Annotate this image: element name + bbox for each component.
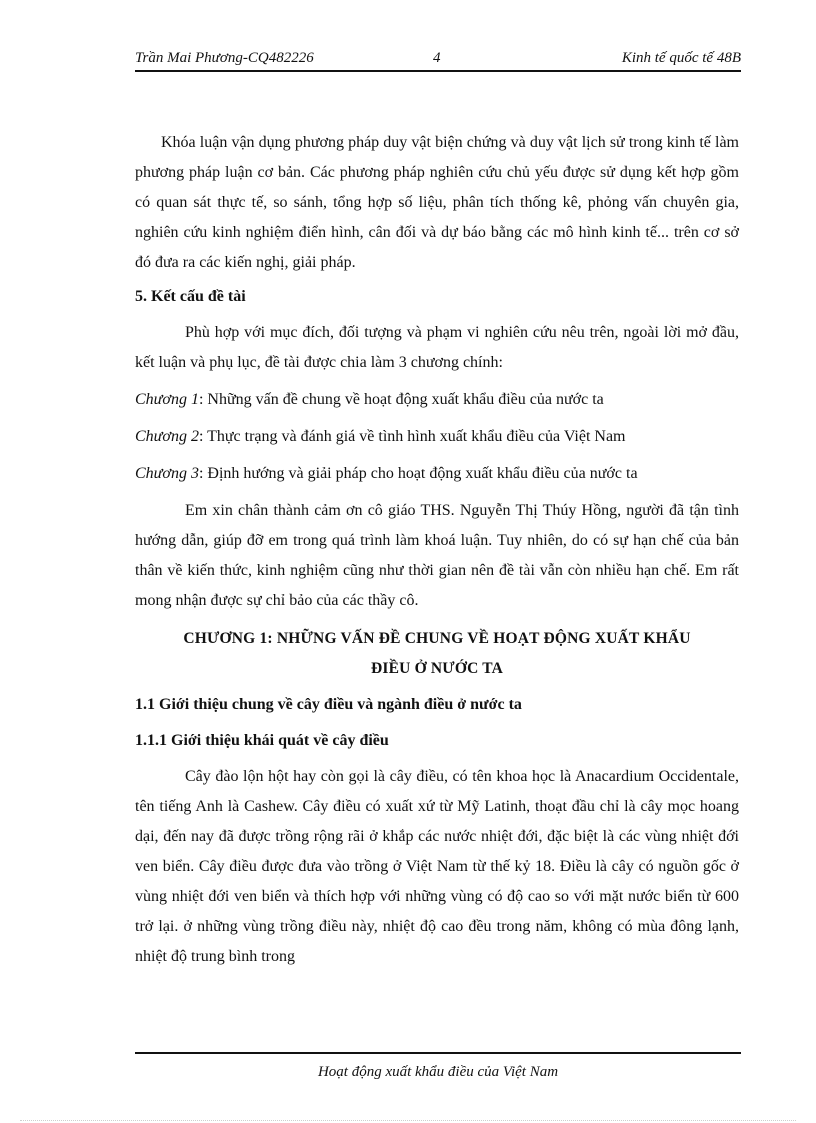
chapter-2-text: : Thực trạng và đánh giá về tình hình xuất khẩu điều của Việt Nam [198,428,626,445]
chapter-item-3 [135,459,739,489]
chapter-1-title [135,624,739,684]
chapter-title-line-2: ĐIỀU Ở NƯỚC TA [370,660,504,677]
paragraph-cashew: Cây đào lộn hột hay còn gọi là cây điều, có tên khoa học là Anacardium Occidentale, tên tiếng Anh là Cashew. Cây điều có xuất xứ từ Mỹ Latinh, thoạt đầu chỉ là cây mọc hoang dại, đến nay đã được trồng rộng rãi ở khắp các nước nhiệt đới, đặc biệt là các vùng nhiệt đới ven biển. Cây điều được đưa vào trồng ở Việt Nam từ thế kỷ 18. Điều là cây có nguồn gốc ở vùng nhiệt đới ven biển và thích hợp với những vùng có độ cao so với mặt nước biển từ 600 trở lại. ở những vùng trồng điều này, nhiệt độ cao đều trong năm, không có mùa đông lạnh, nhiệt độ trung bình trong [135,768,739,965]
page-edge-divider [20,1120,796,1121]
heading-1-1-1: 1.1.1 Giới thiệu khái quát về cây điều [135,732,389,749]
page-body [135,128,739,972]
header-author: Trần Mai Phương-CQ482226 [135,50,314,66]
chapter-3-label: Chương 3 [135,465,199,482]
chapter-1-text: : Những vấn đề chung về hoạt động xuất khẩu điều của nước ta [198,391,604,408]
chapter-item-2 [135,422,739,452]
chapter-2-label: Chương 2 [135,428,199,445]
paragraph-structure: Phù hợp với mục đích, đối tượng và phạm vi nghiên cứu nêu trên, ngoài lời mở đầu, kết luận và phụ lục, đề tài được chia làm 3 chương chính: [135,324,739,371]
header-course: Kinh tế quốc tế 48B [621,50,741,66]
chapter-title-line-1: CHƯƠNG 1: NHỮNG VẤN ĐỀ CHUNG VỀ HOẠT ĐỘNG XUẤT KHẨU [183,630,691,647]
paragraph-thanks: Em xin chân thành cảm ơn cô giáo THS. Nguyễn Thị Thúy Hồng, người đã tận tình hướng dẫn, giúp đỡ em trong quá trình làm khoá luận. Tuy nhiên, do có sự hạn chế của bản thân về kiến thức, kinh nghiệm cũng như thời gian nên đề tài vẫn còn nhiều hạn chế. Em rất mong nhận được sự chỉ bảo của các thầy cô. [135,502,739,609]
page-header [135,48,741,72]
chapter-3-text: : Định hướng và giải pháp cho hoạt động xuất khẩu điều của nước ta [198,465,638,482]
section-5-heading: 5. Kết cấu đề tài [135,288,246,305]
paragraph-method: Khóa luận vận dụng phương pháp duy vật biện chứng và duy vật lịch sử trong kinh tế làm phương pháp luận cơ bản. Các phương pháp nghiên cứu chủ yếu được sử dụng kết hợp gồm có quan sát thực tế, so sánh, tổng hợp số liệu, phân tích thống kê, phỏng vấn chuyên gia, nghiên cứu kinh nghiệm điển hình, cân đối và dự báo bằng các mô hình kinh tế... trên cơ sở đó đưa ra các kiến nghị, giải pháp. [135,134,739,271]
chapter-item-1 [135,385,739,415]
heading-1-1: 1.1 Giới thiệu chung về cây điều và ngành điều ở nước ta [135,696,522,713]
chapter-1-label: Chương 1 [135,391,199,408]
header-page-number: 4 [433,50,441,66]
page-footer: Hoạt động xuất khẩu điều của Việt Nam [135,1052,741,1081]
